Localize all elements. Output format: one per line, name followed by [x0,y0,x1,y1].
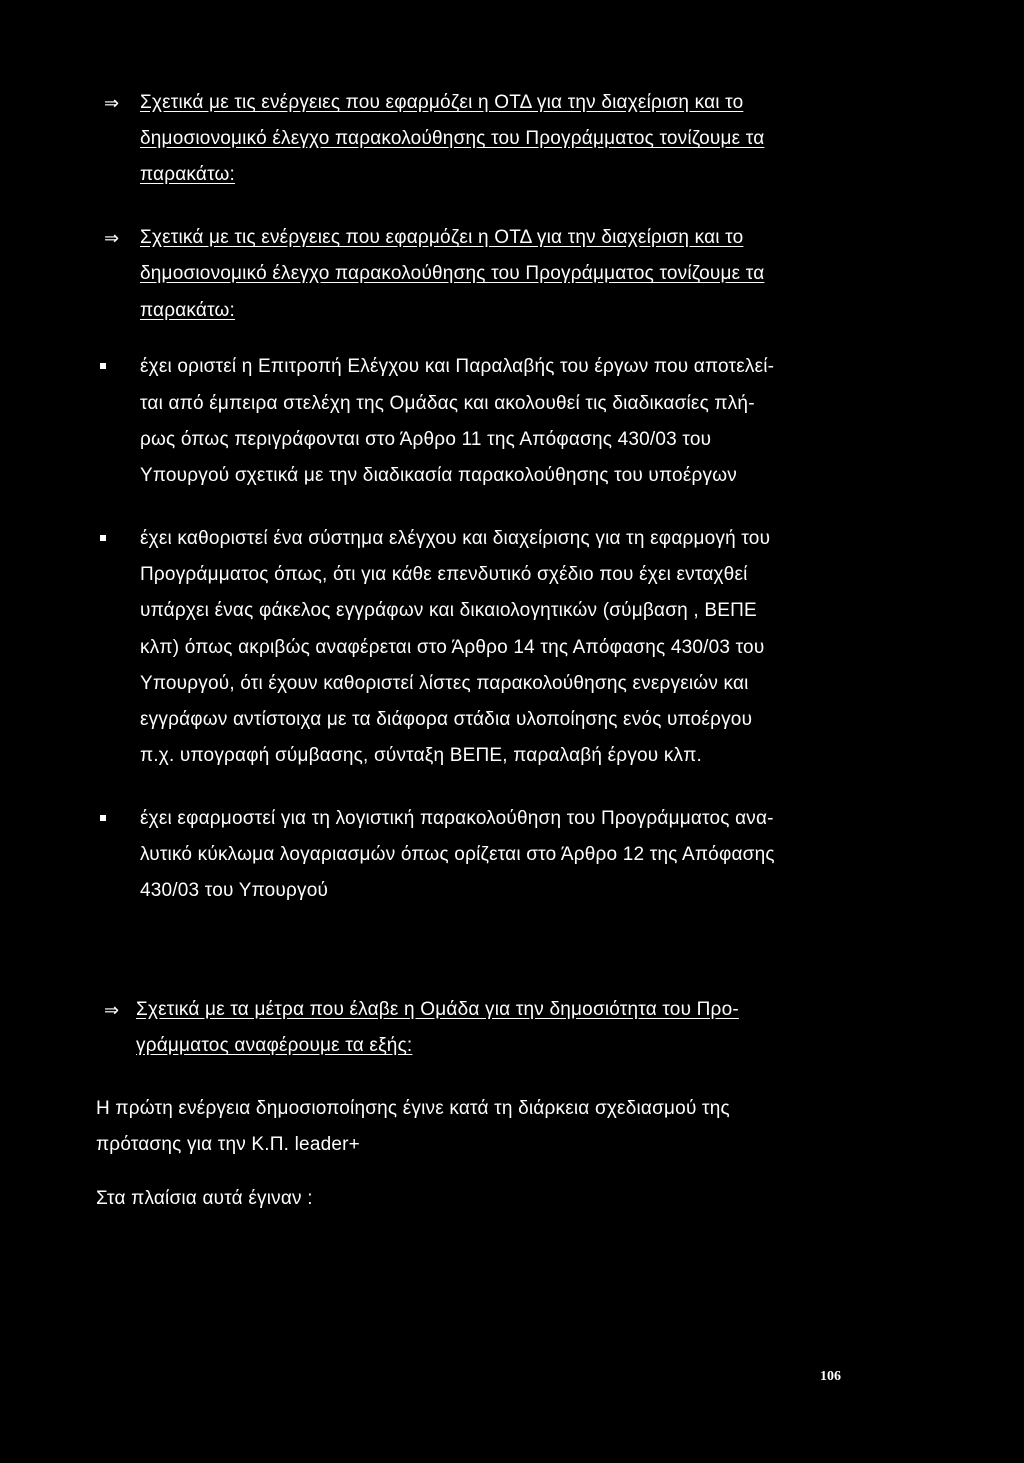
arrow-icon: ⇒ [104,228,120,248]
paragraph-line-2: πρότασης για την Κ.Π. leader+ [96,1134,360,1155]
bullet-icon [100,363,106,369]
arrow-icon: ⇒ [104,93,120,113]
bullet-2-line-4: κλπ) όπως ακριβώς αναφέρεται στο Άρθρο 14 της Απόφασης 430/03 του [140,637,765,658]
section-1-line-1: Σχετικά με τις ενέργειες που εφαρμόζει η ΟΤΔ για την διαχείριση και το [140,92,744,113]
bullet-3-line-2: λυτικό κύκλωμα λογαριασμών όπως ορίζεται στο Άρθρο 12 της Απόφασης [140,844,775,865]
bullet-1-line-1: έχει οριστεί η Επιτροπή Ελέγχου και Παραλαβής του έργων που αποτελεί- [140,356,775,377]
bullet-3-line-1: έχει εφαρμοστεί για τη λογιστική παρακολούθηση του Προγράμματος ανα- [140,808,774,829]
section-2-line-2: δημοσιονομικό έλεγχο παρακολούθησης του Προγράμματος τονίζουμε τα [140,263,765,284]
bullet-icon [100,815,106,821]
section-1-line-2: δημοσιονομικό έλεγχο παρακολούθησης του Προγράμματος τονίζουμε τα [140,128,765,149]
page-number: 106 [820,1369,841,1384]
section-1-line-3: παρακάτω: [140,164,236,185]
bullet-2-line-3: υπάρχει ένας φάκελος εγγράφων και δικαιολογητικών (σύμβαση , ΒΕΠΕ [140,600,757,621]
section-2-line-1: Σχετικά με τις ενέργειες που εφαρμόζει η ΟΤΔ για την διαχείριση και το [140,227,744,248]
closing-line: Στα πλαίσια αυτά έγιναν : [96,1188,313,1209]
bullet-2-line-2: Προγράμματος όπως, ότι για κάθε επενδυτικό σχέδιο που έχει ενταχθεί [140,564,748,585]
section-3-line-2: γράμματος αναφέρουμε τα εξής: [136,1035,413,1056]
bullet-1-line-3: ρως όπως περιγράφονται στο Άρθρο 11 της Απόφασης 430/03 του [140,429,712,450]
bullet-2-line-5: Υπουργού, ότι έχουν καθοριστεί λίστες παρακολούθησης ενεργειών και [140,673,749,694]
bullet-1-line-2: ται από έμπειρα στελέχη της Ομάδας και ακολουθεί τις διαδικασίες πλή- [140,393,755,414]
bullet-2-line-1: έχει καθοριστεί ένα σύστημα ελέγχου και διαχείρισης για τη εφαρμογή του [140,528,771,549]
bullet-3-line-3: 430/03 του Υπουργού [140,880,329,901]
bullet-1-line-4: Υπουργού σχετικά με την διαδικασία παρακολούθησης του υποέργων [140,465,737,486]
section-2-line-3: παρακάτω: [140,300,236,321]
arrow-icon: ⇒ [104,1000,120,1020]
bullet-2-line-6: εγγράφων αντίστοιχα με τα διάφορα στάδια υλοποίησης ενός υποέργου [140,709,753,730]
section-3-line-1: Σχετικά με τα μέτρα που έλαβε η Ομάδα για την δημοσιότητα του Προ- [136,999,739,1020]
bullet-2-line-7: π.χ. υπογραφή σύμβασης, σύνταξη ΒΕΠΕ, παραλαβή έργου κλπ. [140,745,703,766]
bullet-icon [100,535,106,541]
paragraph-line-1: Η πρώτη ενέργεια δημοσιοποίησης έγινε κατά τη διάρκεια σχεδιασμού της [96,1098,730,1119]
